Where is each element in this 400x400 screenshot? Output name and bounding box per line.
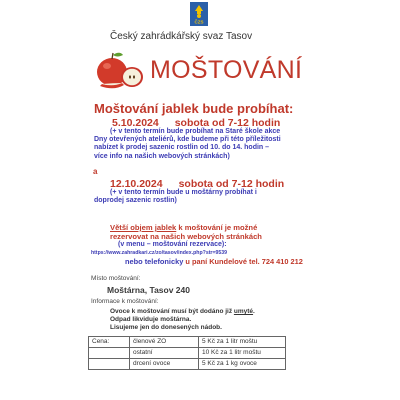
price-table: [88, 336, 286, 370]
info-underlined: umyté: [233, 308, 254, 315]
bulk-line-2: rezervovat na našich webových stránkách: [110, 232, 262, 241]
table-cell: 5 Kč za 1 litr moštu: [199, 337, 286, 348]
info-label: Informace k moštování:: [91, 298, 159, 305]
info-line-2: Odpad likviduje moštárna.: [110, 316, 192, 323]
date-1-time: sobota od 7-12 hodin: [174, 117, 281, 129]
conjunction: a: [93, 167, 98, 176]
apples-illustration: [92, 50, 148, 90]
note-line: nabízet k prodej sazenic rostlin od 10. do 14. hodin –: [94, 144, 270, 152]
phone-line: [125, 257, 303, 266]
table-cell: [89, 348, 130, 359]
page-title: MOŠTOVÁNÍ: [150, 56, 303, 84]
info-line-3: Lisujeme jen do donesených nádob.: [110, 324, 222, 331]
table-row: [89, 337, 286, 348]
org-name: Český zahrádkářský svaz Tasov: [110, 31, 253, 42]
info-line-1: Ovoce k moštování musí být dodáno již: [110, 308, 234, 315]
date-2-note: [94, 189, 257, 205]
place-label: Místo moštování:: [91, 275, 141, 282]
web-hint: (v menu – moštování rezervace):: [118, 241, 227, 248]
info-period: .: [253, 308, 255, 315]
logo-text: ČZS: [194, 19, 204, 25]
place-value: Moštárna, Tasov 240: [107, 285, 190, 295]
reservation-link[interactable]: https://www.zahradkari.cz/zo/tasov/index.php?str=9539: [91, 250, 228, 256]
note-line: (+ v tento termín bude probíhat na Staré škole akce: [110, 128, 281, 135]
table-cell: drcení ovoce: [130, 359, 199, 370]
bulk-reservation: [110, 223, 262, 241]
info-lines: [110, 308, 255, 332]
note-line: Dny otevřených ateliérů, kde budeme při této příležitosti: [94, 136, 281, 144]
date-2-time: sobota od 7-12 hodin: [178, 178, 285, 190]
czs-logo: [190, 2, 208, 26]
table-cell: 10 Kč za 1 litr moštu: [199, 348, 286, 359]
bulk-rest: k moštování je možné: [176, 223, 258, 232]
table-row: [89, 359, 286, 370]
bulk-underlined: Větší objem jablek: [110, 223, 177, 232]
table-row: [89, 348, 286, 359]
table-cell: ostatní: [130, 348, 199, 359]
table-cell: členové ZO: [130, 337, 199, 348]
note-line: (+ v tento termín bude u moštárny probíhat i: [110, 189, 257, 196]
phone-prefix: nebo telefonicky: [125, 257, 184, 266]
phone-number: u paní Kundelové tel. 724 410 212: [183, 257, 303, 266]
table-cell: Cena:: [89, 337, 130, 348]
table-cell: 5 Kč za 1 kg ovoce: [199, 359, 286, 370]
date-2: 12.10.2024: [110, 178, 163, 190]
table-cell: [89, 359, 130, 370]
note-line: více info na našich webových stránkách): [94, 152, 230, 160]
headline: Moštování jablek bude probíhat:: [94, 101, 294, 116]
date-1-note: [94, 128, 281, 161]
date-1: 5.10.2024: [112, 117, 159, 129]
note-line: doprodej sazenic rostlin): [94, 197, 177, 205]
